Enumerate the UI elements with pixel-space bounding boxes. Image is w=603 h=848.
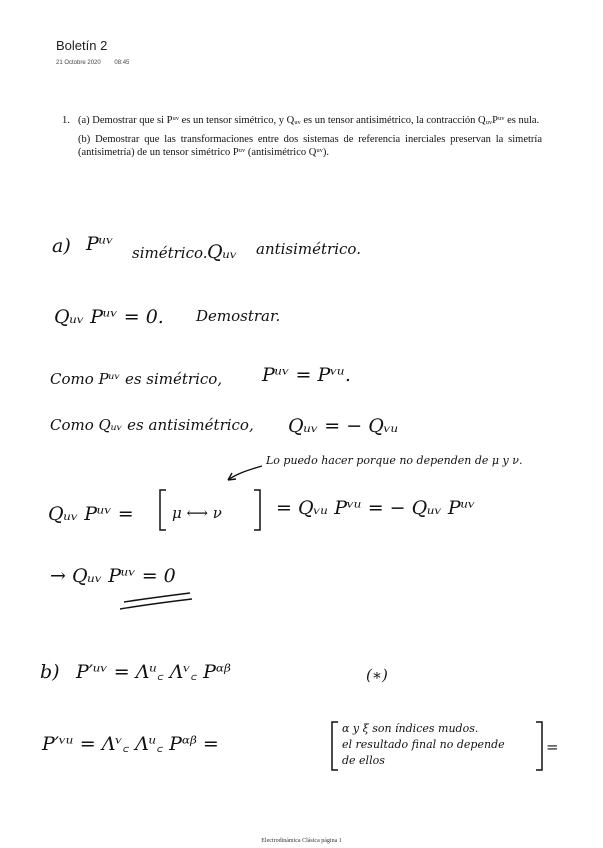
note-bracket2-right xyxy=(536,722,542,770)
note-label-b: b) xyxy=(40,661,60,683)
note-q-antisymmetric: antisimétrico. xyxy=(256,240,361,258)
note-como-symmetric: Como Pᵘᵛ es simétrico, xyxy=(50,370,223,388)
note-como-antisymmetric: Como Qᵤᵥ es antisimétrico, xyxy=(50,416,254,434)
note-dummy-indices-1: α y ξ son índices mudos. xyxy=(342,722,479,735)
note-bracket-right xyxy=(254,490,260,530)
note-index-swap: μ ⟷ ν xyxy=(172,504,222,522)
note-label-a: a) xyxy=(52,235,71,257)
problem-part-a: (a) Demostrar que si Pᵘᵛ es un tensor simétrico, y Qᵤᵥ es un tensor antisimétrico, la contracción QᵤᵥPᵘᵛ es nula. xyxy=(78,115,540,126)
note-p-tensor: Pᵘᵛ xyxy=(86,233,114,255)
note-dummy-indices-3: de ellos xyxy=(342,754,385,767)
page-date: 21 Octobre 2020 xyxy=(56,60,101,66)
note-p-symmetric: simétrico. xyxy=(132,244,208,262)
note-q-tensor: Qᵤᵥ xyxy=(207,241,238,263)
note-symmetric-relation: Pᵘᵛ = Pᵛᵘ. xyxy=(262,364,351,386)
problem-number: 1. xyxy=(62,115,70,126)
note-transformation-swapped: P′ᵛᵘ = Λᵛ꜀ Λᵘ꜀ Pᵅᵝ = xyxy=(42,733,219,755)
page-footer: Electrodinámica Clásica página 1 xyxy=(261,838,342,844)
note-arrow xyxy=(228,466,262,480)
note-dummy-indices-2: el resultado final no depende xyxy=(342,738,505,751)
note-bracket2-left xyxy=(332,722,338,770)
note-bracket-left xyxy=(160,490,166,530)
note-contraction-zero: Qᵤᵥ Pᵘᵛ = 0. xyxy=(54,306,164,328)
note-trailing-equals: = xyxy=(546,738,559,756)
note-index-swap-rhs: = Qᵥᵤ Pᵛᵘ = − Qᵤᵥ Pᵘᵛ xyxy=(276,497,476,519)
note-demostrar: Demostrar. xyxy=(196,307,281,325)
note-conclusion: → Qᵤᵥ Pᵘᵛ = 0 xyxy=(50,565,176,587)
note-transformation: P′ᵘᵛ = Λᵘ꜀ Λᵛ꜀ Pᵅᵝ xyxy=(76,661,231,683)
note-antisymmetric-relation: Qᵤᵥ = − Qᵥᵤ xyxy=(288,415,399,437)
note-index-swap-lhs: Qᵤᵥ Pᵘᵛ = xyxy=(48,503,134,525)
problem-part-b: (b) Demostrar que las transformaciones entre dos sistemas de referencia inerciales preservan la simetría (antisimetría) de un tensor simétrico Pᵘᵛ (antisimétrico Qᵘᵛ). xyxy=(78,134,542,158)
note-arrow-text: Lo puedo hacer porque no dependen de μ y ν. xyxy=(266,454,523,467)
page-title: Boletín 2 xyxy=(56,38,108,53)
note-star: (∗) xyxy=(366,666,388,684)
page-time: 08:45 xyxy=(114,60,130,66)
